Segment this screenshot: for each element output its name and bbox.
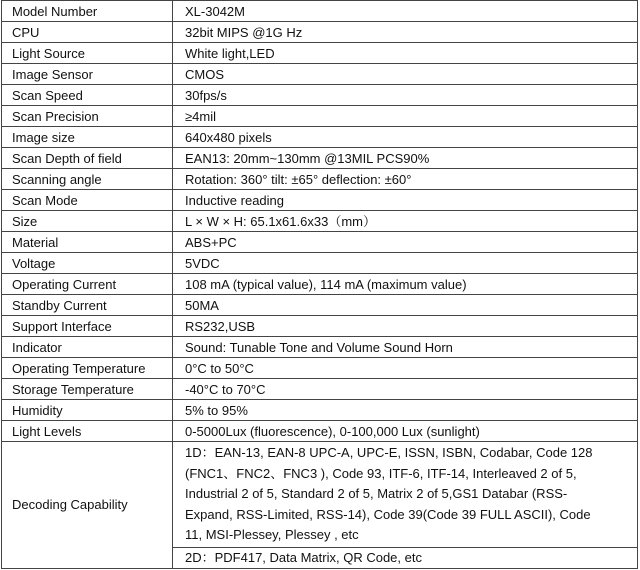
spec-label: Size <box>2 211 173 232</box>
spec-row <box>2 85 638 106</box>
spec-value: ABS+PC <box>173 232 638 253</box>
spec-row <box>2 232 638 253</box>
spec-label: Indicator <box>2 337 173 358</box>
spec-label: Scanning angle <box>2 169 173 190</box>
spec-value: Sound: Tunable Tone and Volume Sound Horn <box>173 337 638 358</box>
decoding-1d-line: Industrial 2 of 5, Standard 2 of 5, Matrix 2 of 5,GS1 Databar (RSS- <box>185 486 568 502</box>
spec-row <box>2 379 638 400</box>
spec-row <box>2 190 638 211</box>
spec-value: 32bit MIPS @1G Hz <box>173 22 638 43</box>
spec-row <box>2 316 638 337</box>
spec-row <box>2 358 638 379</box>
spec-label: Material <box>2 232 173 253</box>
spec-label: Image Sensor <box>2 64 173 85</box>
spec-value: 108 mA (typical value), 114 mA (maximum value) <box>173 274 638 295</box>
decoding-1d-line: 1D：EAN-13, EAN-8 UPC-A, UPC-E, ISSN, ISBN, Codabar, Code 128 <box>185 445 593 460</box>
spec-label: Model Number <box>2 1 173 22</box>
spec-value: 640x480 pixels <box>173 127 638 148</box>
spec-value: CMOS <box>173 64 638 85</box>
spec-label: Scan Speed <box>2 85 173 106</box>
spec-value: 5VDC <box>173 253 638 274</box>
spec-row <box>2 1 638 22</box>
decoding-1d-value <box>173 442 638 548</box>
spec-label: CPU <box>2 22 173 43</box>
spec-row <box>2 337 638 358</box>
decoding-2d-value: 2D：PDF417, Data Matrix, QR Code, etc <box>173 547 638 568</box>
spec-table <box>1 0 638 569</box>
spec-label: Operating Current <box>2 274 173 295</box>
spec-value: Rotation: 360° tilt: ±65° deflection: ±60° <box>173 169 638 190</box>
spec-table-body <box>2 1 638 569</box>
decoding-row-1d <box>2 442 638 548</box>
spec-row <box>2 43 638 64</box>
spec-label: Scan Precision <box>2 106 173 127</box>
spec-row <box>2 421 638 442</box>
spec-row <box>2 64 638 85</box>
spec-label: Voltage <box>2 253 173 274</box>
spec-value: 5% to 95% <box>173 400 638 421</box>
spec-value: 0-5000Lux (fluorescence), 0-100,000 Lux (sunlight) <box>173 421 638 442</box>
spec-value: RS232,USB <box>173 316 638 337</box>
spec-value: 30fps/s <box>173 85 638 106</box>
spec-label: Image size <box>2 127 173 148</box>
spec-value: Inductive reading <box>173 190 638 211</box>
spec-row <box>2 127 638 148</box>
decoding-1d-line: 11, MSI-Plessey, Plessey , etc <box>185 527 359 543</box>
spec-row <box>2 253 638 274</box>
spec-row <box>2 148 638 169</box>
spec-label: Storage Temperature <box>2 379 173 400</box>
spec-label: Scan Mode <box>2 190 173 211</box>
spec-row <box>2 106 638 127</box>
spec-label: Scan Depth of field <box>2 148 173 169</box>
spec-label: Support Interface <box>2 316 173 337</box>
spec-label: Light Source <box>2 43 173 64</box>
spec-value: ≥4mil <box>173 106 638 127</box>
spec-row <box>2 295 638 316</box>
spec-label: Light Levels <box>2 421 173 442</box>
spec-value: -40°C to 70°C <box>173 379 638 400</box>
spec-value: 0°C to 50°C <box>173 358 638 379</box>
spec-row <box>2 274 638 295</box>
spec-label: Standby Current <box>2 295 173 316</box>
spec-label: Humidity <box>2 400 173 421</box>
spec-value: EAN13: 20mm~130mm @13MIL PCS90% <box>173 148 638 169</box>
spec-value: XL-3042M <box>173 1 638 22</box>
spec-value: L × W × H: 65.1x61.6x33（mm） <box>173 211 638 232</box>
spec-value: White light,LED <box>173 43 638 64</box>
spec-value: 50MA <box>173 295 638 316</box>
spec-row <box>2 400 638 421</box>
spec-row <box>2 22 638 43</box>
decoding-1d-line: (FNC1、FNC2、FNC3 ), Code 93, ITF-6, ITF-14, Interleaved 2 of 5, <box>185 465 577 481</box>
decoding-label: Decoding Capability <box>2 442 173 569</box>
spec-label: Operating Temperature <box>2 358 173 379</box>
spec-row <box>2 211 638 232</box>
decoding-1d-line: Expand, RSS-Limited, RSS-14), Code 39(Code 39 FULL ASCII), Code <box>185 506 591 522</box>
spec-row <box>2 169 638 190</box>
